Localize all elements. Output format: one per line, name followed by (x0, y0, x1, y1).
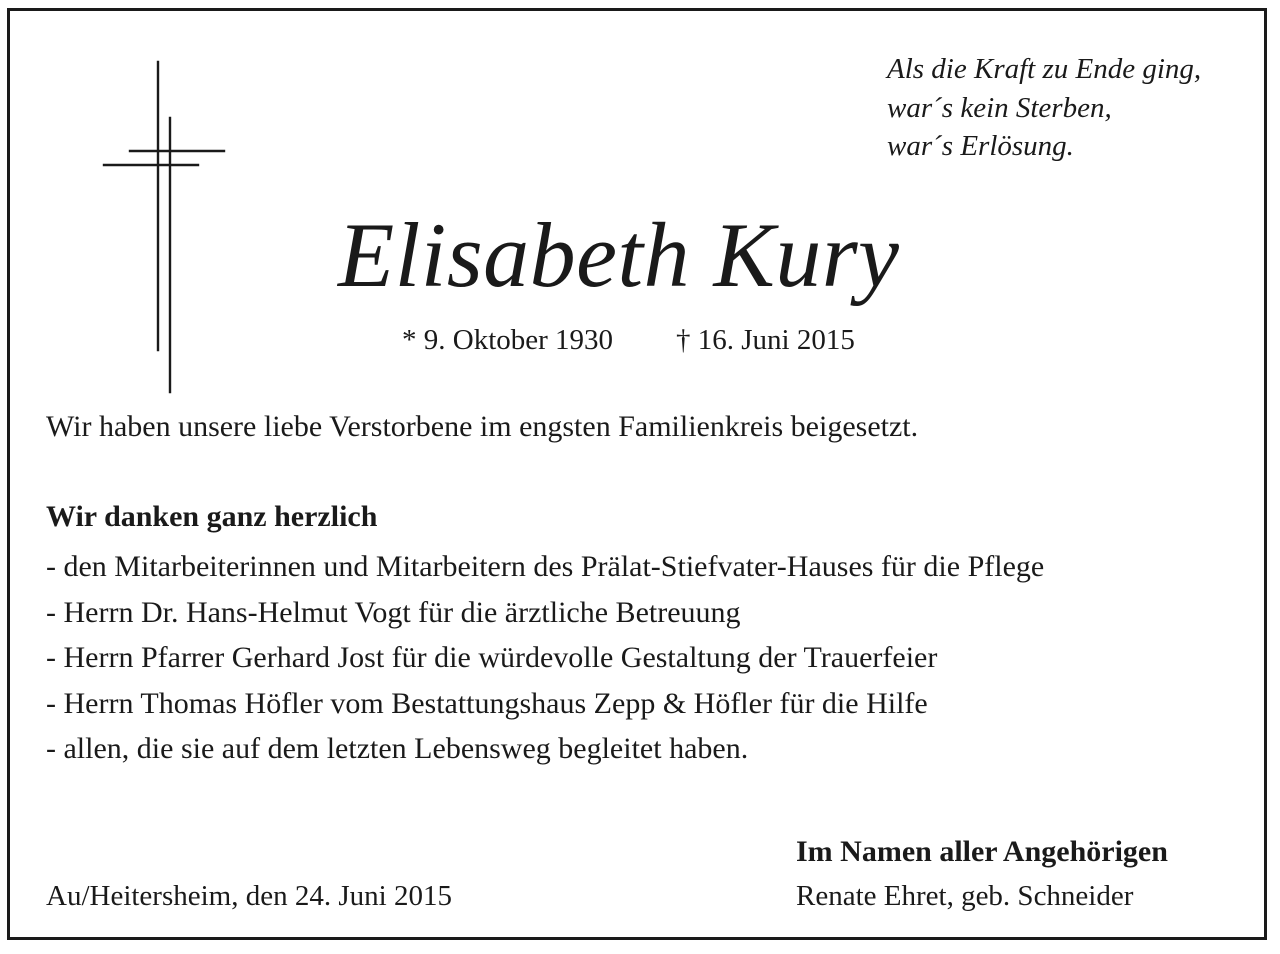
thanks-item: - Herrn Thomas Höfler vom Bestattungshaus Zepp & Höfler für die Hilfe (46, 686, 928, 720)
thanks-item: - Herrn Pfarrer Gerhard Jost für die würdevolle Gestaltung der Trauerfeier (46, 641, 938, 674)
quote-line: war´s Erlösung. (887, 130, 1074, 162)
birth-date: * 9. Oktober 1930 (402, 324, 614, 356)
cross-icon (100, 60, 230, 400)
burial-notice: Wir haben unsere liebe Verstorbene im engsten Familienkreis beigesetzt. (46, 410, 919, 443)
memorial-quote (887, 50, 1201, 166)
deceased-name: Elisabeth Kury (338, 204, 900, 306)
thanks-item: - Herrn Dr. Hans-Helmut Vogt für die ärztliche Betreuung (46, 595, 741, 629)
thanks-list (46, 544, 1044, 772)
thanks-item: - den Mitarbeiterinnen und Mitarbeitern des Prälat-Stiefvater-Hauses für die Pflege (46, 550, 1045, 583)
signature-heading: Im Namen aller Angehörigen (796, 835, 1168, 868)
death-date: † 16. Juni 2015 (676, 324, 855, 356)
thanks-item: - allen, die sie auf dem letzten Lebensweg begleitet haben. (46, 732, 749, 765)
quote-line: Als die Kraft zu Ende ging, (887, 53, 1202, 85)
place-date: Au/Heitersheim, den 24. Juni 2015 (46, 880, 452, 912)
quote-line: war´s kein Sterben, (887, 91, 1112, 124)
thanks-heading: Wir danken ganz herzlich (46, 500, 378, 533)
signature-name: Renate Ehret, geb. Schneider (796, 880, 1134, 912)
